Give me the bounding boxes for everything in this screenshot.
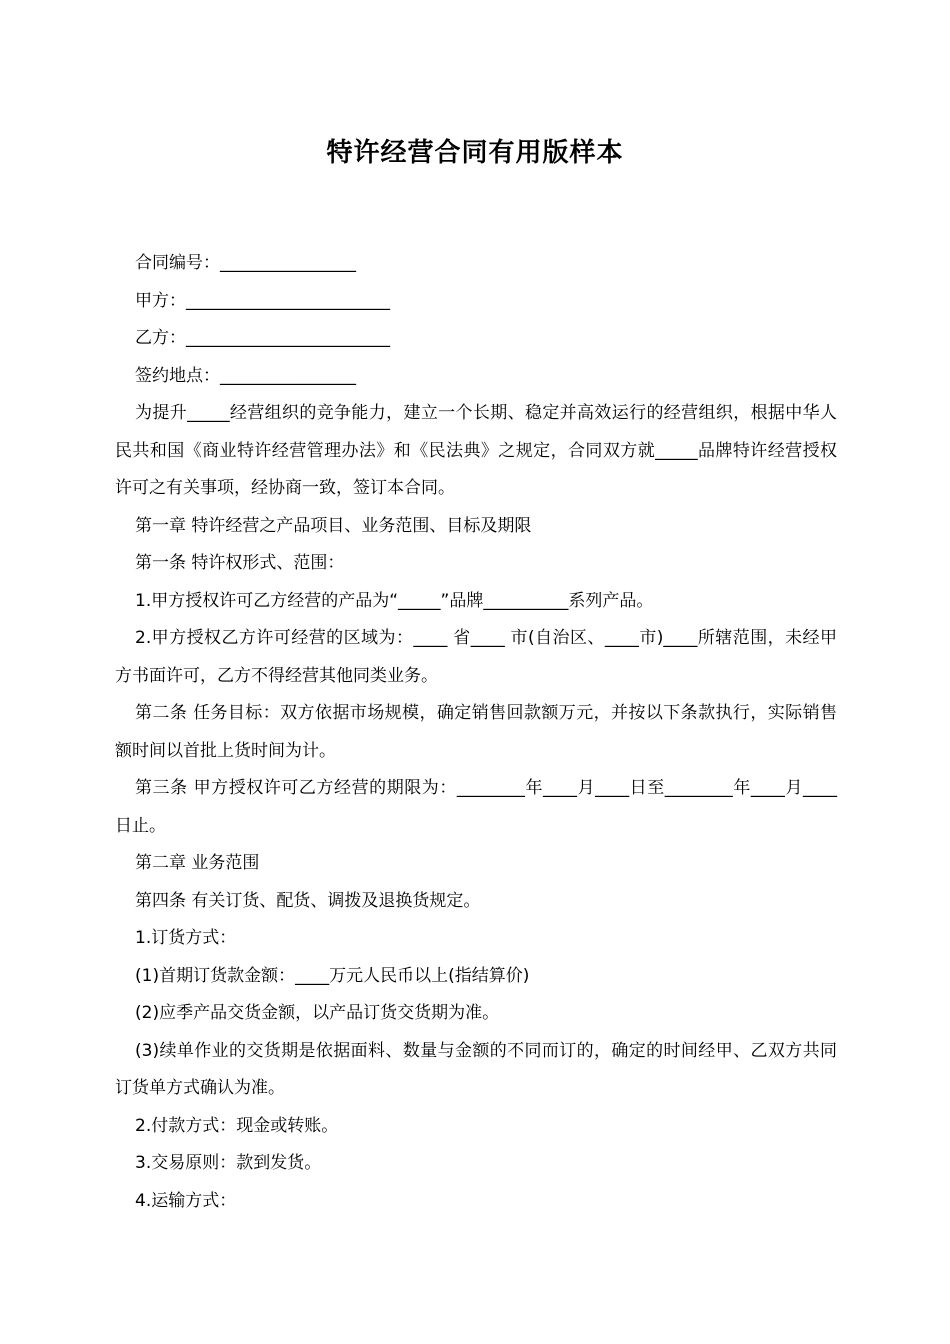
document-body: [115, 245, 837, 1220]
signing-location-line: 签约地点：________________: [135, 365, 356, 386]
chapter-2-heading: 第二章 业务范围: [135, 853, 260, 873]
payment-method-line: 2.付款方式：现金或转账。: [135, 1115, 339, 1136]
preamble-paragraph: 为提升_____经营组织的竞争能力，建立一个长期、稳定并高效运行的经营组织，根据中华人民共和国《商业特许经营管理办法》和《民法典》之规定，合同双方就_____品牌特许经营授权许可之有关事项，经协商一致，签订本合同。: [115, 403, 837, 498]
ordering-item-3: (3)续单作业的交货期是依据面料、数量与金额的不同而订的，确定的时间经甲、乙双方共同订货单方式确认为准。: [115, 1040, 837, 1098]
ordering-item-1: (1)首期订货款金额：____万元人民币以上(指结算价): [135, 965, 530, 986]
ordering-method-heading: 1.订货方式：: [135, 928, 237, 948]
article-1-item-2: 2.甲方授权乙方许可经营的区域为：____ 省____ 市(自治区、____市)____所辖范围，未经甲方书面许可，乙方不得经营其他同类业务。: [115, 628, 837, 686]
article-1-item-1: 1.甲方授权许可乙方经营的产品为“_____”品牌__________系列产品。: [135, 590, 654, 611]
party-a-line: 甲方：________________________: [135, 290, 390, 311]
chapter-1-heading: 第一章 特许经营之产品项目、业务范围、目标及期限: [135, 515, 532, 536]
party-b-line: 乙方：________________________: [135, 328, 390, 348]
article-3-paragraph: 第三条 甲方授权许可乙方经营的期限为：________年____月____日至________年____月____日止。: [115, 778, 837, 836]
document-title: 特许经营合同有用版样本: [326, 138, 624, 168]
article-4-heading: 第四条 有关订货、配货、调拨及退换货规定。: [135, 890, 481, 911]
ordering-item-2: (2)应季产品交货金额，以产品订货交货期为准。: [135, 1003, 500, 1023]
transport-method-line: 4.运输方式：: [135, 1190, 237, 1211]
article-2-paragraph: 第二条 任务目标：双方依据市场规模，确定销售回款额万元，并按以下条款执行，实际销售额时间以首批上货时间为计。: [115, 703, 837, 761]
contract-number-line: 合同编号：________________: [135, 253, 356, 273]
article-1-heading: 第一条 特许权形式、范围：: [135, 553, 345, 573]
trade-principle-line: 3.交易原则：款到发货。: [135, 1153, 322, 1173]
